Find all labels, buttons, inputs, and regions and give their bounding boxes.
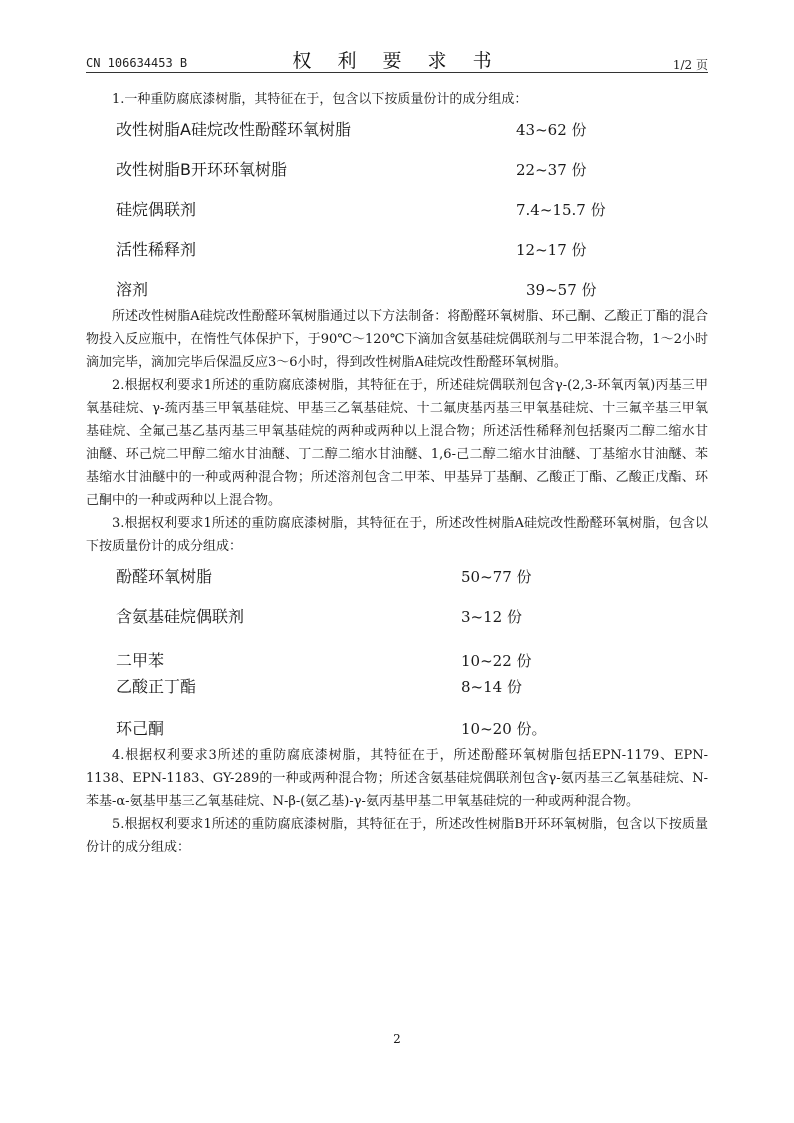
composition-row [86, 153, 708, 193]
composition-row [86, 233, 708, 273]
component-amount: 8~14 份 [461, 678, 522, 696]
composition-row [86, 560, 708, 600]
component-amount: 50~77 份 [461, 568, 532, 586]
component-name: 溶剂 [116, 280, 149, 299]
component-name: 环己酮 [116, 719, 165, 738]
claim-3-composition-table [86, 560, 708, 744]
component-name: 酚醛环氧树脂 [116, 567, 213, 586]
composition-row [86, 712, 708, 744]
composition-row [86, 113, 708, 153]
claim-1-preparation: 所述改性树脂A硅烷改性酚醛环氧树脂通过以下方法制备：将酚醛环氧树脂、环己酮、乙酸正丁酯的混合物投入反应瓶中，在惰性气体保护下，于90℃～120℃下滴加含氨基硅烷偶联剂与二甲苯混合物，1～2小时滴加完毕，滴加完毕后保温反应3～6小时，得到改性树脂A硅烷改性酚醛环氧树脂。 [86, 309, 708, 370]
composition-row [86, 273, 708, 305]
component-name: 改性树脂A硅烷改性酚醛环氧树脂 [116, 120, 351, 139]
patent-number: CN 106634453 B [86, 56, 188, 70]
document-title: 权 利 要 求 书 [292, 50, 502, 72]
component-amount: 10~20 份。 [461, 720, 547, 738]
component-name: 乙酸正丁酯 [116, 677, 197, 696]
component-amount: 10~22 份 [461, 652, 532, 670]
claim-3-intro: 3.根据权利要求1所述的重防腐底漆树脂，其特征在于，所述改性树脂A硅烷改性酚醛环氧树脂，包含以下按质量份计的成分组成： [86, 516, 708, 554]
page-number: 2 [393, 1032, 401, 1046]
composition-row [86, 600, 708, 640]
claim-5: 5.根据权利要求1所述的重防腐底漆树脂，其特征在于，所述改性树脂B开环环氧树脂，包含以下按质量份计的成分组成： [86, 817, 708, 855]
component-name: 二甲苯 [116, 651, 165, 670]
page-header [86, 44, 708, 70]
claims-body [86, 88, 708, 859]
claim-2: 2.根据权利要求1所述的重防腐底漆树脂，其特征在于，所述硅烷偶联剂包含γ-(2,3-环氧丙氧)丙基三甲氧基硅烷、γ-巯丙基三甲氧基硅烷、甲基三乙氧基硅烷、十二氟庚基丙基三甲氧基硅烷、十三氟辛基三甲氧基硅烷、全氟己基乙基丙基三甲氧基硅烷的两种或两种以上混合物；所述活性稀释剂包括聚丙二醇二缩水甘油醚、环己烷二甲醇二缩水甘油醚、丁二醇二缩水甘油醚、1,6-己二醇二缩水甘油醚、丁基缩水甘油醚、苯基缩水甘油醚中的一种或两种混合物；所述溶剂包含二甲苯、甲基异丁基酮、乙酸正丁酯、乙酸正戊酯、环己酮中的一种或两种以上混合物。 [86, 378, 708, 508]
component-amount: 43~62 份 [516, 121, 587, 139]
composition-row [86, 640, 708, 672]
composition-row [86, 672, 708, 712]
composition-row [86, 193, 708, 233]
claim-1-composition-table [86, 113, 708, 305]
claim-1-intro: 1.一种重防腐底漆树脂，其特征在于，包含以下按质量份计的成分组成： [112, 92, 528, 107]
component-name: 含氨基硅烷偶联剂 [116, 607, 245, 626]
component-amount: 7.4~15.7 份 [516, 201, 606, 219]
component-name: 改性树脂B开环环氧树脂 [116, 160, 287, 179]
component-name: 活性稀释剂 [116, 240, 197, 259]
claim-4: 4.根据权利要求3所述的重防腐底漆树脂，其特征在于，所述酚醛环氧树脂包括EPN-1179、EPN-1138、EPN-1183、GY-289的一种或两种混合物；所述含氨基硅烷偶联剂包含γ-氨丙基三乙氧基硅烷、N-苯基-α-氨基甲基三乙氧基硅烷、N-β-(氨乙基)-γ-氨丙基甲基二甲氧基硅烷的一种或两种混合物。 [86, 748, 708, 809]
header-rule [86, 72, 708, 73]
component-amount: 22~37 份 [516, 161, 587, 179]
component-amount: 12~17 份 [516, 241, 587, 259]
page-indicator: 1/2 页 [672, 58, 708, 72]
component-amount: 39~57 份 [526, 281, 597, 299]
component-name: 硅烷偶联剂 [116, 200, 197, 219]
component-amount: 3~12 份 [461, 608, 522, 626]
